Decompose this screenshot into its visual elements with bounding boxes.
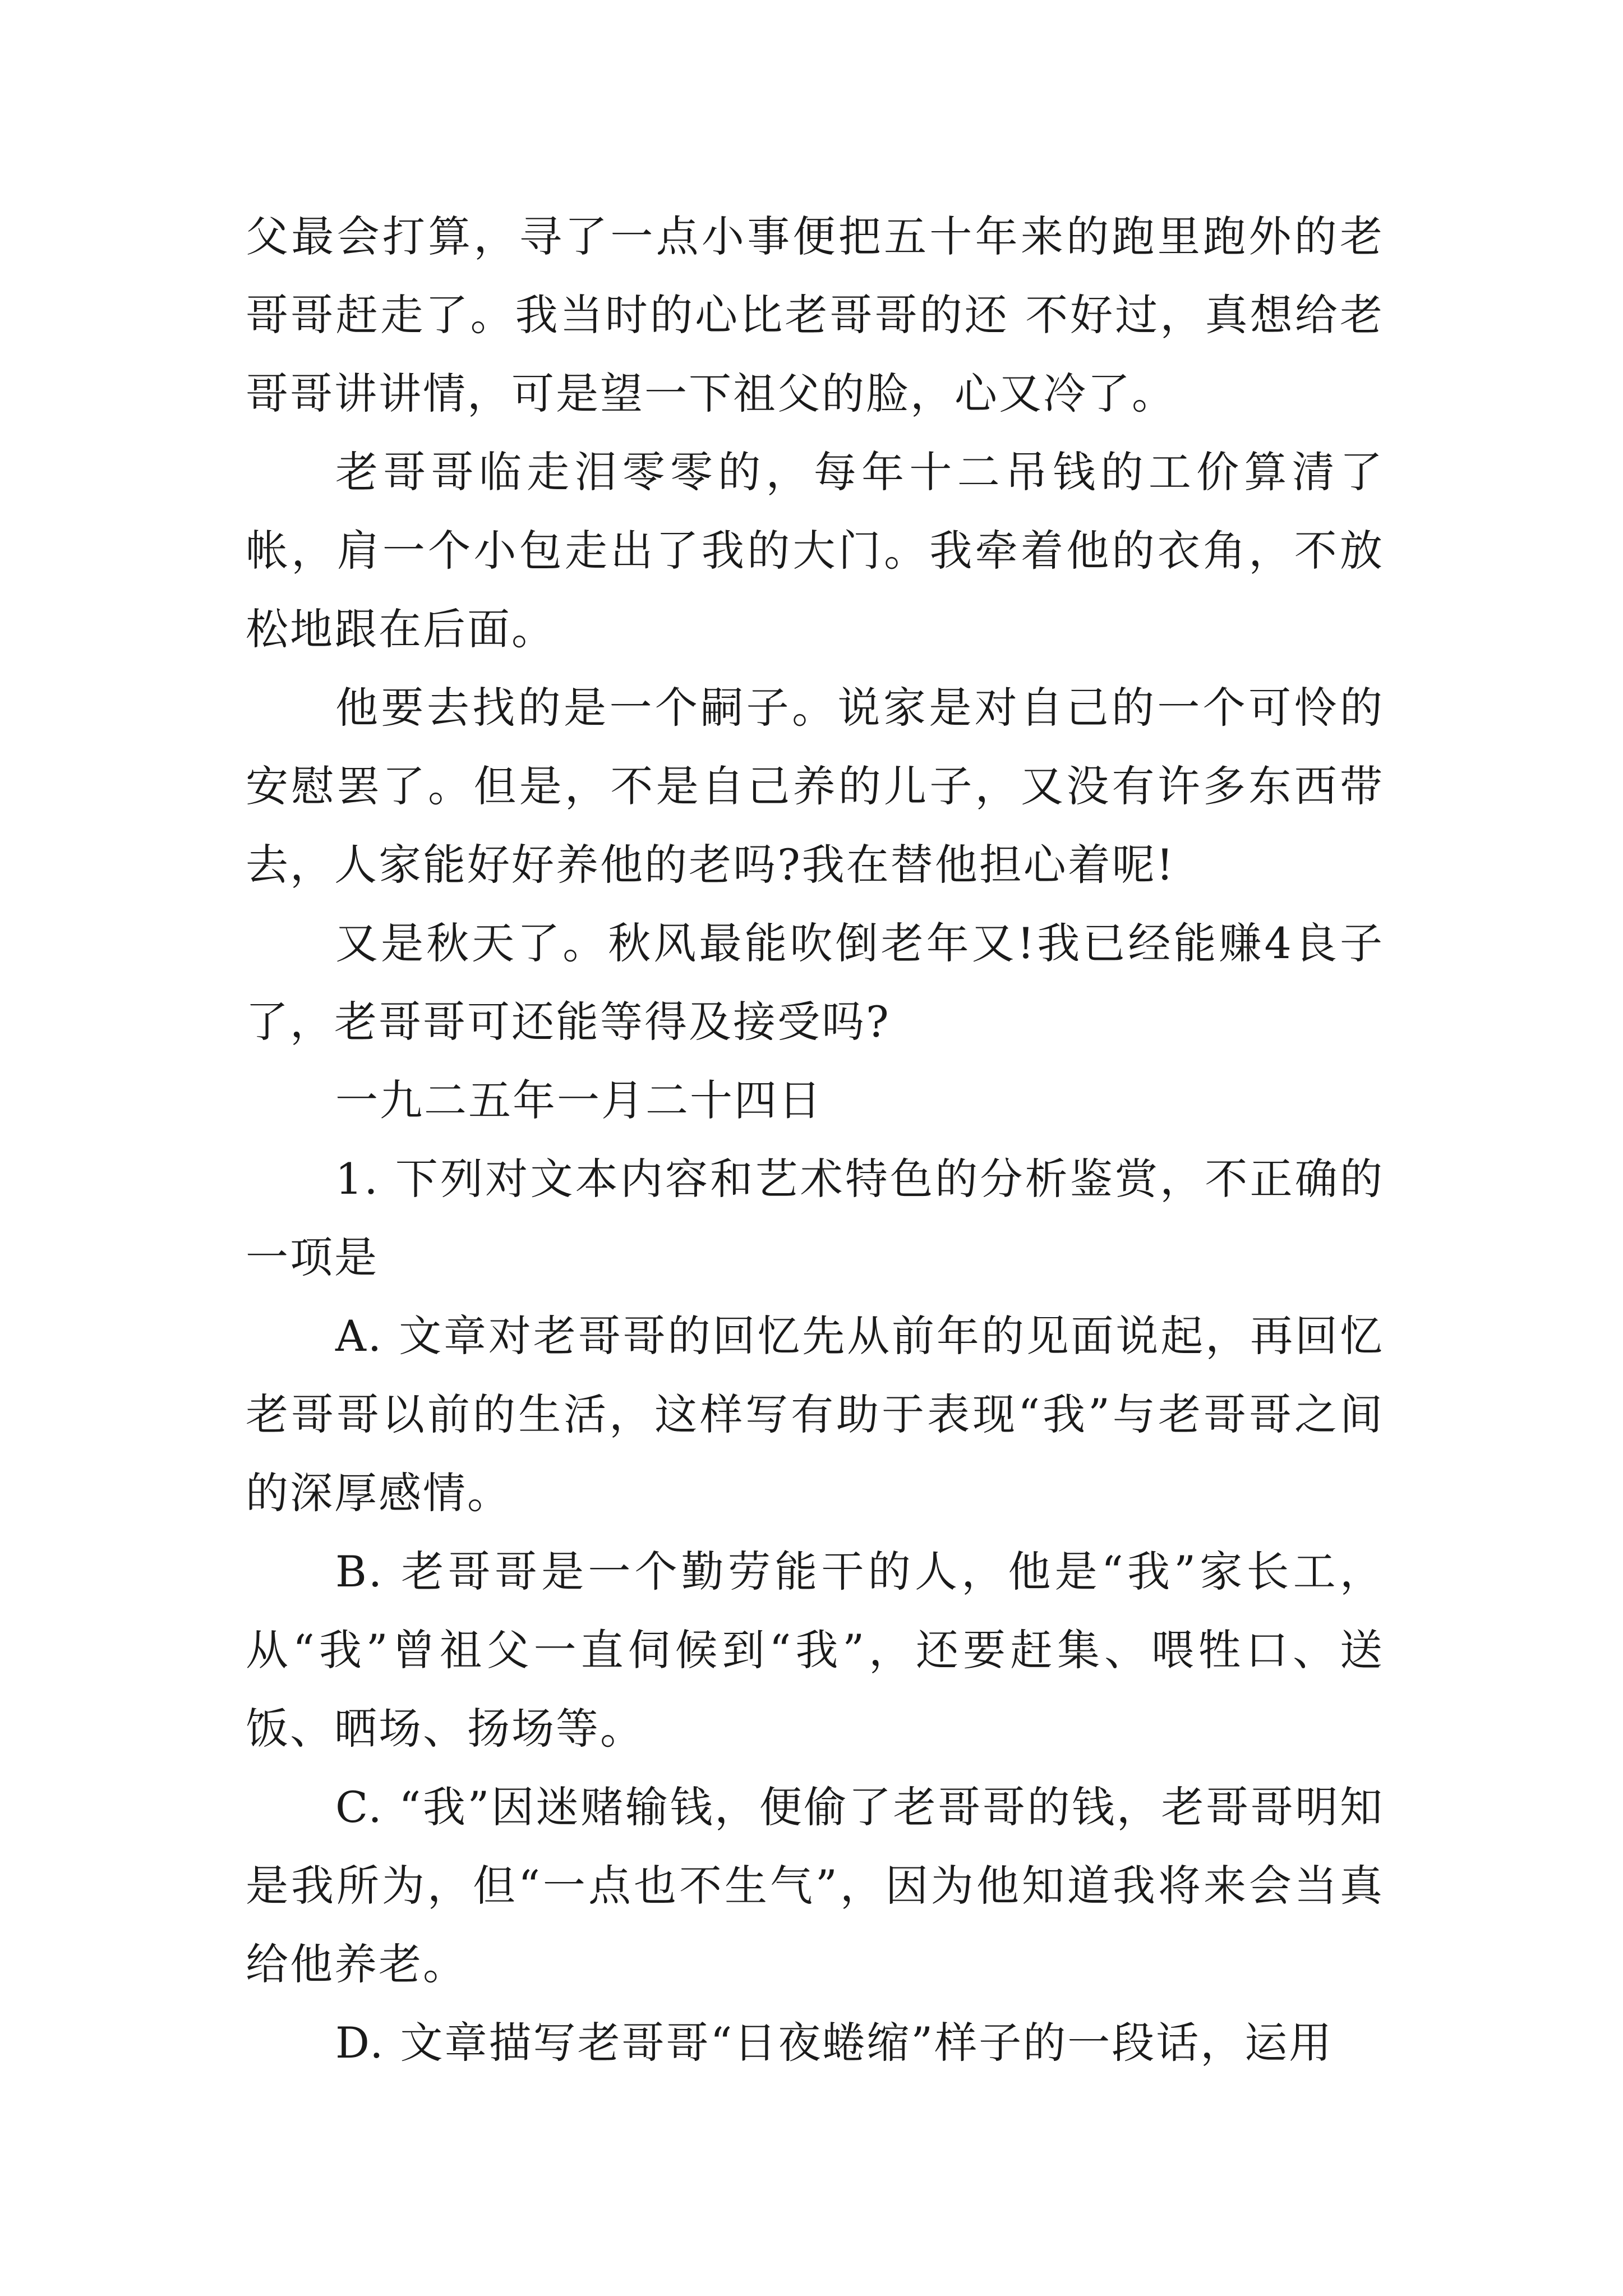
question-1: 1. 下列对文本内容和艺术特色的分析鉴赏，不正确的一项是 [246, 1154, 1384, 1282]
option-a: A. 文章对老哥哥的回忆先从前年的见面说起，再回忆老哥哥以前的生活，这样写有助于表现“我”与老哥哥之间的深厚感情。 [246, 1311, 1384, 1518]
paragraph-1: 父最会打算，寻了一点小事便把五十年来的跑里跑外的老哥哥赶走了。我当时的心比老哥哥的还 不好过，真想给老哥哥讲讲情，可是望一下祖父的脸，心又冷了。 [246, 211, 1384, 418]
option-b: B. 老哥哥是一个勤劳能干的人，他是“我”家长工，从“我”曾祖父一直伺候到“我”，还要赶集、喂牲口、送饭、晒场、扬场等。 [246, 1547, 1384, 1754]
paragraph-4: 又是秋天了。秋风最能吹倒老年又!我已经能赚4良子了，老哥哥可还能等得及接受吗? [246, 918, 1384, 1047]
date-line: 一九二五年一月二十四日 [335, 1075, 823, 1125]
document-body [246, 197, 1384, 2082]
option-c: C. “我”因迷赌输钱，便偷了老哥哥的钱，老哥哥明知是我所为，但“一点也不生气”，因为他知道我将来会当真给他养老。 [246, 1782, 1384, 1989]
paragraph-2: 老哥哥临走泪零零的，每年十二吊钱的工价算清了帐，肩一个小包走出了我的大门。我牵着他的衣角，不放松地跟在后面。 [246, 447, 1384, 654]
paragraph-3: 他要去找的是一个嗣子。说家是对自己的一个可怜的安慰罢了。但是，不是自己养的儿子，又没有许多东西带去，人家能好好养他的老吗?我在替他担心着呢! [246, 683, 1384, 890]
option-d: D. 文章描写老哥哥“日夜蜷缩”样子的一段话，运用 [335, 2018, 1334, 2068]
